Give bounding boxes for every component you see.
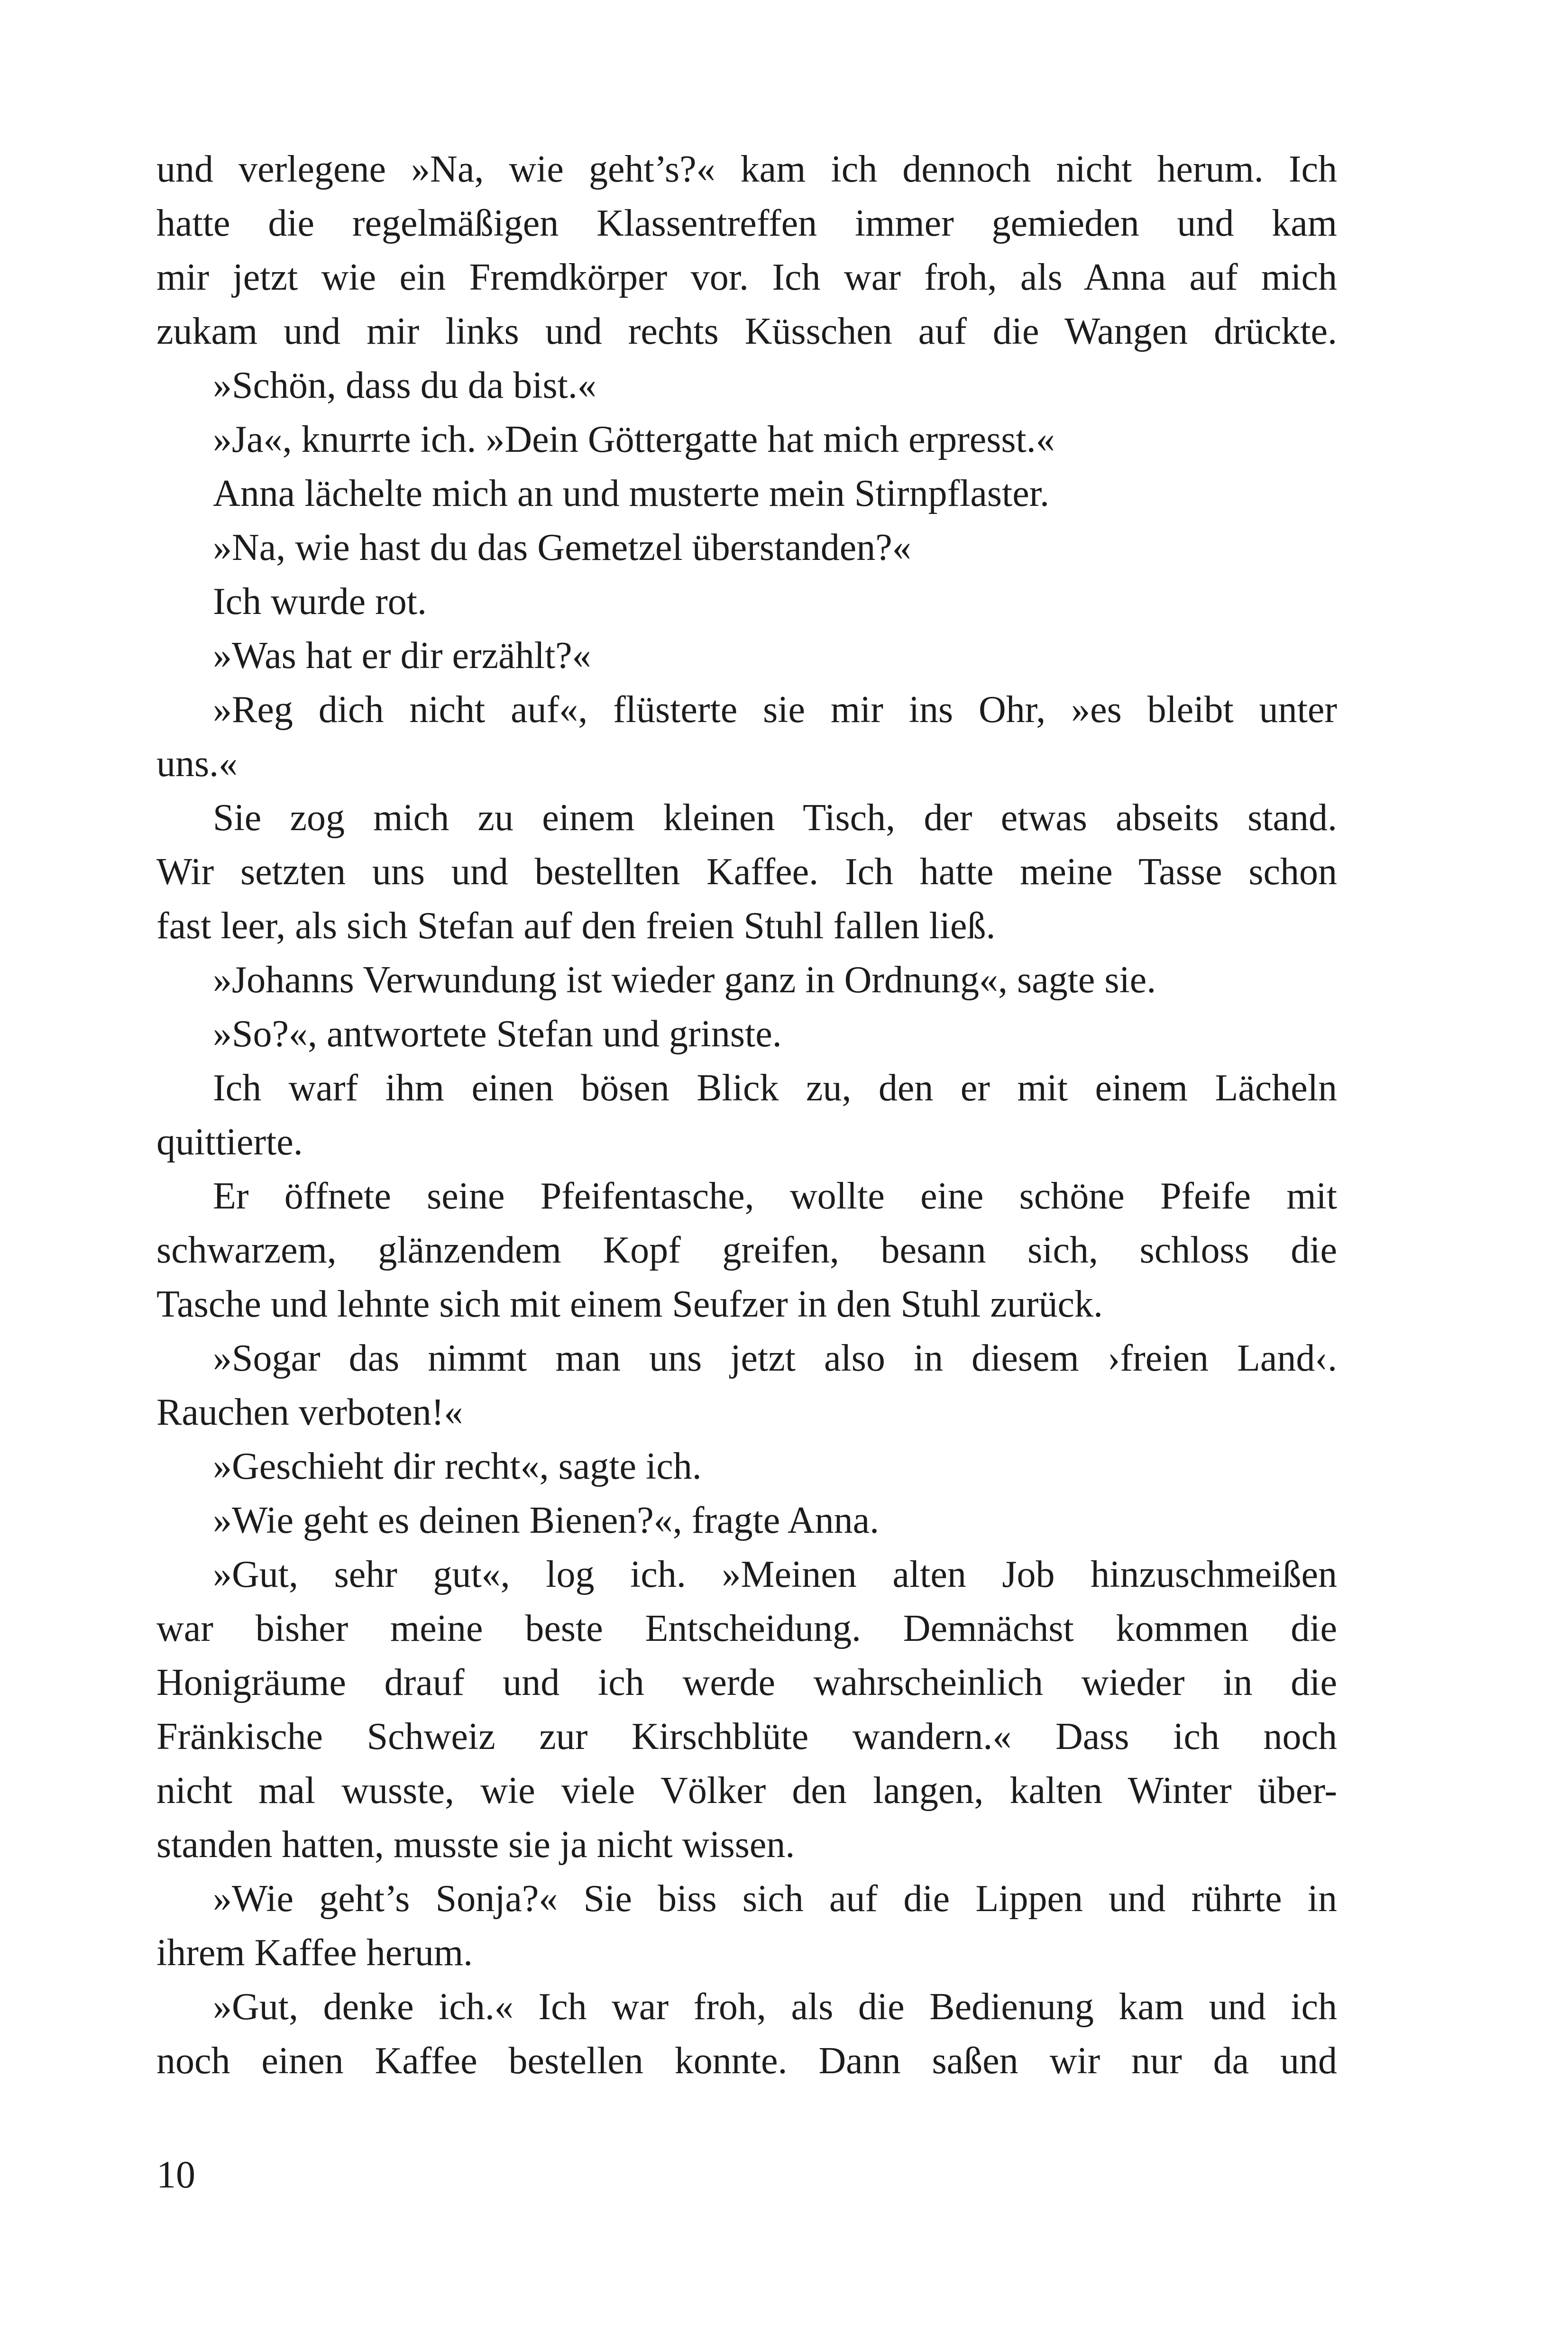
text-line: »Na, wie hast du das Gemetzel überstanden?« (213, 527, 911, 568)
text-line: Ich wurde rot. (213, 581, 427, 622)
text-line: ihrem Kaffee herum. (156, 1932, 473, 1974)
text-line: Sie zog mich zu einem kleinen Tisch, der etwas abseits stand. (213, 797, 1337, 839)
text-line: zukam und mir links und rechts Küsschen auf die Wangen drückte. (156, 311, 1337, 352)
text-line: »Gut, sehr gut«, log ich. »Meinen alten Job hinzuschmeißen (213, 1554, 1337, 1595)
text-line: war bisher meine beste Entscheidung. Demnächst kommen die (156, 1608, 1337, 1649)
text-line: »Ja«, knurrte ich. »Dein Göttergatte hat mich erpresst.« (213, 419, 1055, 460)
text-line: »Was hat er dir erzählt?« (213, 635, 591, 677)
text-line: »Reg dich nicht auf«, flüsterte sie mir ins Ohr, »es bleibt unter (213, 689, 1337, 731)
text-line: »Geschieht dir recht«, sagte ich. (213, 1446, 702, 1487)
text-line: Ich warf ihm einen bösen Blick zu, den er mit einem Lächeln (213, 1067, 1337, 1109)
text-line: »Schön, dass du da bist.« (213, 365, 596, 406)
text-line: Anna lächelte mich an und musterte mein Stirnpflaster. (213, 473, 1049, 514)
text-line: »Sogar das nimmt man uns jetzt also in diesem ›freien Land‹. (213, 1337, 1337, 1379)
text-line: »Johanns Verwundung ist wieder ganz in Ordnung«, sagte sie. (213, 959, 1156, 1001)
text-line: hatte die regelmäßigen Klassentreffen immer gemieden und kam (156, 202, 1337, 244)
text-line: uns.« (156, 743, 238, 785)
text-line: noch einen Kaffee bestellen konnte. Dann saßen wir nur da und (156, 2040, 1337, 2082)
body-text (156, 142, 1337, 2088)
text-line: fast leer, als sich Stefan auf den freien Stuhl fallen ließ. (156, 905, 996, 947)
text-line: Er öffnete seine Pfeifentasche, wollte eine schöne Pfeife mit (213, 1175, 1337, 1217)
page-number: 10 (156, 2153, 195, 2196)
text-line: »Gut, denke ich.« Ich war froh, als die Bedienung kam und ich (213, 1986, 1337, 2028)
text-line: Wir setzten uns und bestellten Kaffee. Ich hatte meine Tasse schon (156, 851, 1337, 893)
text-line: Fränkische Schweiz zur Kirschblüte wandern.« Dass ich noch (156, 1716, 1337, 1757)
text-line: und verlegene »Na, wie geht’s?« kam ich dennoch nicht herum. Ich (156, 148, 1337, 190)
text-line: standen hatten, musste sie ja nicht wissen. (156, 1824, 795, 1866)
text-line: quittierte. (156, 1121, 303, 1163)
text-line: Honigräume drauf und ich werde wahrscheinlich wieder in die (156, 1662, 1337, 1703)
text-line: nicht mal wusste, wie viele Völker den langen, kalten Winter über- (156, 1770, 1337, 1812)
text-line: Rauchen verboten!« (156, 1391, 463, 1433)
text-line: »Wie geht’s Sonja?« Sie biss sich auf die Lippen und rührte in (213, 1878, 1337, 1920)
text-line: »Wie geht es deinen Bienen?«, fragte Anna. (213, 1500, 880, 1541)
text-line: »So?«, antwortete Stefan und grinste. (213, 1013, 782, 1055)
text-line: Tasche und lehnte sich mit einem Seufzer in den Stuhl zurück. (156, 1283, 1103, 1325)
text-line: mir jetzt wie ein Fremdkörper vor. Ich war froh, als Anna auf mich (156, 256, 1337, 298)
text-line: schwarzem, glänzendem Kopf greifen, besann sich, schloss die (156, 1229, 1337, 1271)
